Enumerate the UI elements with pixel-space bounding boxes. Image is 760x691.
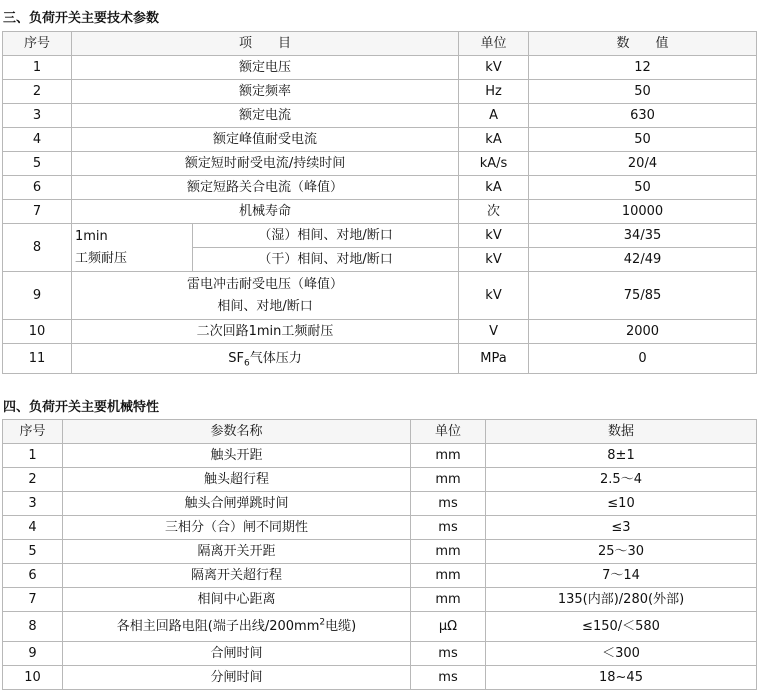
row-unit: kV — [459, 224, 529, 248]
row-item: 额定峰值耐受电流 — [72, 128, 459, 152]
row-item-dry: （干）相间、对地/断口 — [193, 248, 459, 272]
row-item: 触头开距 — [63, 444, 411, 468]
row-no: 9 — [3, 272, 72, 320]
row-item: 相间中心距离 — [63, 588, 411, 612]
group-label-line1: 1min — [75, 228, 108, 244]
row-no: 7 — [3, 200, 72, 224]
row-no: 8 — [3, 224, 72, 272]
row-unit: 次 — [459, 200, 529, 224]
row-value: 135(内部)/280(外部) — [486, 588, 757, 612]
row-value: 0 — [529, 344, 757, 374]
row-value: 25～30 — [486, 540, 757, 564]
row-item-sf6 — [72, 344, 459, 374]
sf6-prefix: SF — [228, 351, 244, 366]
resistance-superscript: 2 — [319, 617, 326, 628]
table-row — [3, 612, 757, 642]
row-value: 7～14 — [486, 564, 757, 588]
row-unit: μΩ — [411, 612, 486, 642]
power-frequency-group-label — [72, 224, 193, 272]
header-unit: 单位 — [459, 32, 529, 56]
row-value: ≤3 — [486, 516, 757, 540]
table-row — [3, 200, 757, 224]
row-unit: ms — [411, 642, 486, 666]
table-row — [3, 588, 757, 612]
table-row — [3, 176, 757, 200]
row-no: 6 — [3, 176, 72, 200]
row-value: 8±1 — [486, 444, 757, 468]
row-item: 额定电压 — [72, 56, 459, 80]
table-row — [3, 104, 757, 128]
row-unit: kA — [459, 176, 529, 200]
resistance-suffix: 电缆) — [325, 619, 357, 634]
row-value: 18~45 — [486, 666, 757, 690]
mechanical-table — [2, 419, 757, 690]
row-no: 2 — [3, 468, 63, 492]
row-unit: Hz — [459, 80, 529, 104]
table-row — [3, 152, 757, 176]
row-item: 触头合闸弹跳时间 — [63, 492, 411, 516]
row-unit: MPa — [459, 344, 529, 374]
header-unit: 单位 — [411, 420, 486, 444]
table-row — [3, 642, 757, 666]
header-value: 数 值 — [529, 32, 757, 56]
row-item: 隔离开关开距 — [63, 540, 411, 564]
section3-title: 三、负荷开关主要技术参数 — [3, 11, 160, 26]
row-unit: A — [459, 104, 529, 128]
table-row — [3, 80, 757, 104]
row-value: 2.5～4 — [486, 468, 757, 492]
row-no: 6 — [3, 564, 63, 588]
table-row — [3, 344, 757, 374]
sf6-suffix: 气体压力 — [249, 351, 302, 366]
lightning-line1: 雷电冲击耐受电压（峰值） — [187, 276, 344, 292]
tech-params-table — [2, 31, 757, 374]
group-label-line2: 工频耐压 — [75, 250, 128, 266]
table-row — [3, 56, 757, 80]
row-value: 630 — [529, 104, 757, 128]
section4-title: 四、负荷开关主要机械特性 — [3, 400, 160, 415]
row-unit: ms — [411, 492, 486, 516]
row-item: 额定短时耐受电流/持续时间 — [72, 152, 459, 176]
row-unit: kV — [459, 248, 529, 272]
row-unit: kA — [459, 128, 529, 152]
row-no: 5 — [3, 152, 72, 176]
row-no: 1 — [3, 56, 72, 80]
row-unit: mm — [411, 588, 486, 612]
row-value: ＜300 — [486, 642, 757, 666]
row-unit: mm — [411, 444, 486, 468]
row-unit: mm — [411, 564, 486, 588]
row-no: 5 — [3, 540, 63, 564]
row-value: 75/85 — [529, 272, 757, 320]
table-row — [3, 272, 757, 320]
row-no: 1 — [3, 444, 63, 468]
sf6-subscript: 6 — [244, 358, 250, 369]
row-item: 二次回路1min工频耐压 — [72, 320, 459, 344]
header-item: 项 目 — [72, 32, 459, 56]
row-no: 10 — [3, 320, 72, 344]
row-item: 额定频率 — [72, 80, 459, 104]
row-item: 隔离开关超行程 — [63, 564, 411, 588]
header-no: 序号 — [3, 32, 72, 56]
header-no: 序号 — [3, 420, 63, 444]
row-item-resistance — [63, 612, 411, 642]
table-row — [3, 516, 757, 540]
resistance-prefix: 各相主回路电阻(端子出线/200mm — [116, 619, 320, 634]
row-item-lightning — [72, 272, 459, 320]
row-unit: kV — [459, 56, 529, 80]
row-value: 50 — [529, 80, 757, 104]
row-no: 9 — [3, 642, 63, 666]
row-no: 2 — [3, 80, 72, 104]
header-item: 参数名称 — [63, 420, 411, 444]
row-item: 合闸时间 — [63, 642, 411, 666]
table-row — [3, 444, 757, 468]
row-no: 3 — [3, 492, 63, 516]
table-row — [3, 540, 757, 564]
table-header-row — [3, 420, 757, 444]
row-no: 8 — [3, 612, 63, 642]
row-unit: kV — [459, 272, 529, 320]
row-value: 34/35 — [529, 224, 757, 248]
row-value: ≤150/＜580 — [486, 612, 757, 642]
row-unit: ms — [411, 666, 486, 690]
row-no: 4 — [3, 128, 72, 152]
table-row — [3, 666, 757, 690]
row-unit: mm — [411, 468, 486, 492]
row-value: 42/49 — [529, 248, 757, 272]
row-value: 2000 — [529, 320, 757, 344]
row-unit: kA/s — [459, 152, 529, 176]
lightning-line2: 相间、对地/断口 — [217, 298, 313, 314]
row-no: 3 — [3, 104, 72, 128]
row-value: 20/4 — [529, 152, 757, 176]
row-value: ≤10 — [486, 492, 757, 516]
row-no: 10 — [3, 666, 63, 690]
row-item: 额定短路关合电流（峰值） — [72, 176, 459, 200]
row-unit: ms — [411, 516, 486, 540]
table-row — [3, 128, 757, 152]
row-item: 分闸时间 — [63, 666, 411, 690]
row-value: 50 — [529, 128, 757, 152]
table-row — [3, 320, 757, 344]
row-unit: V — [459, 320, 529, 344]
row-value: 50 — [529, 176, 757, 200]
row-no: 7 — [3, 588, 63, 612]
table-row — [3, 468, 757, 492]
row-unit: mm — [411, 540, 486, 564]
row-item: 触头超行程 — [63, 468, 411, 492]
table-row — [3, 492, 757, 516]
row-value: 12 — [529, 56, 757, 80]
table-row — [3, 564, 757, 588]
header-value: 数据 — [486, 420, 757, 444]
table-header-row — [3, 32, 757, 56]
row-no: 4 — [3, 516, 63, 540]
row-item-wet: （湿）相间、对地/断口 — [193, 224, 459, 248]
row-no: 11 — [3, 344, 72, 374]
row-item: 机械寿命 — [72, 200, 459, 224]
row-value: 10000 — [529, 200, 757, 224]
table-row — [3, 224, 757, 248]
row-item: 三相分（合）闸不同期性 — [63, 516, 411, 540]
row-item: 额定电流 — [72, 104, 459, 128]
